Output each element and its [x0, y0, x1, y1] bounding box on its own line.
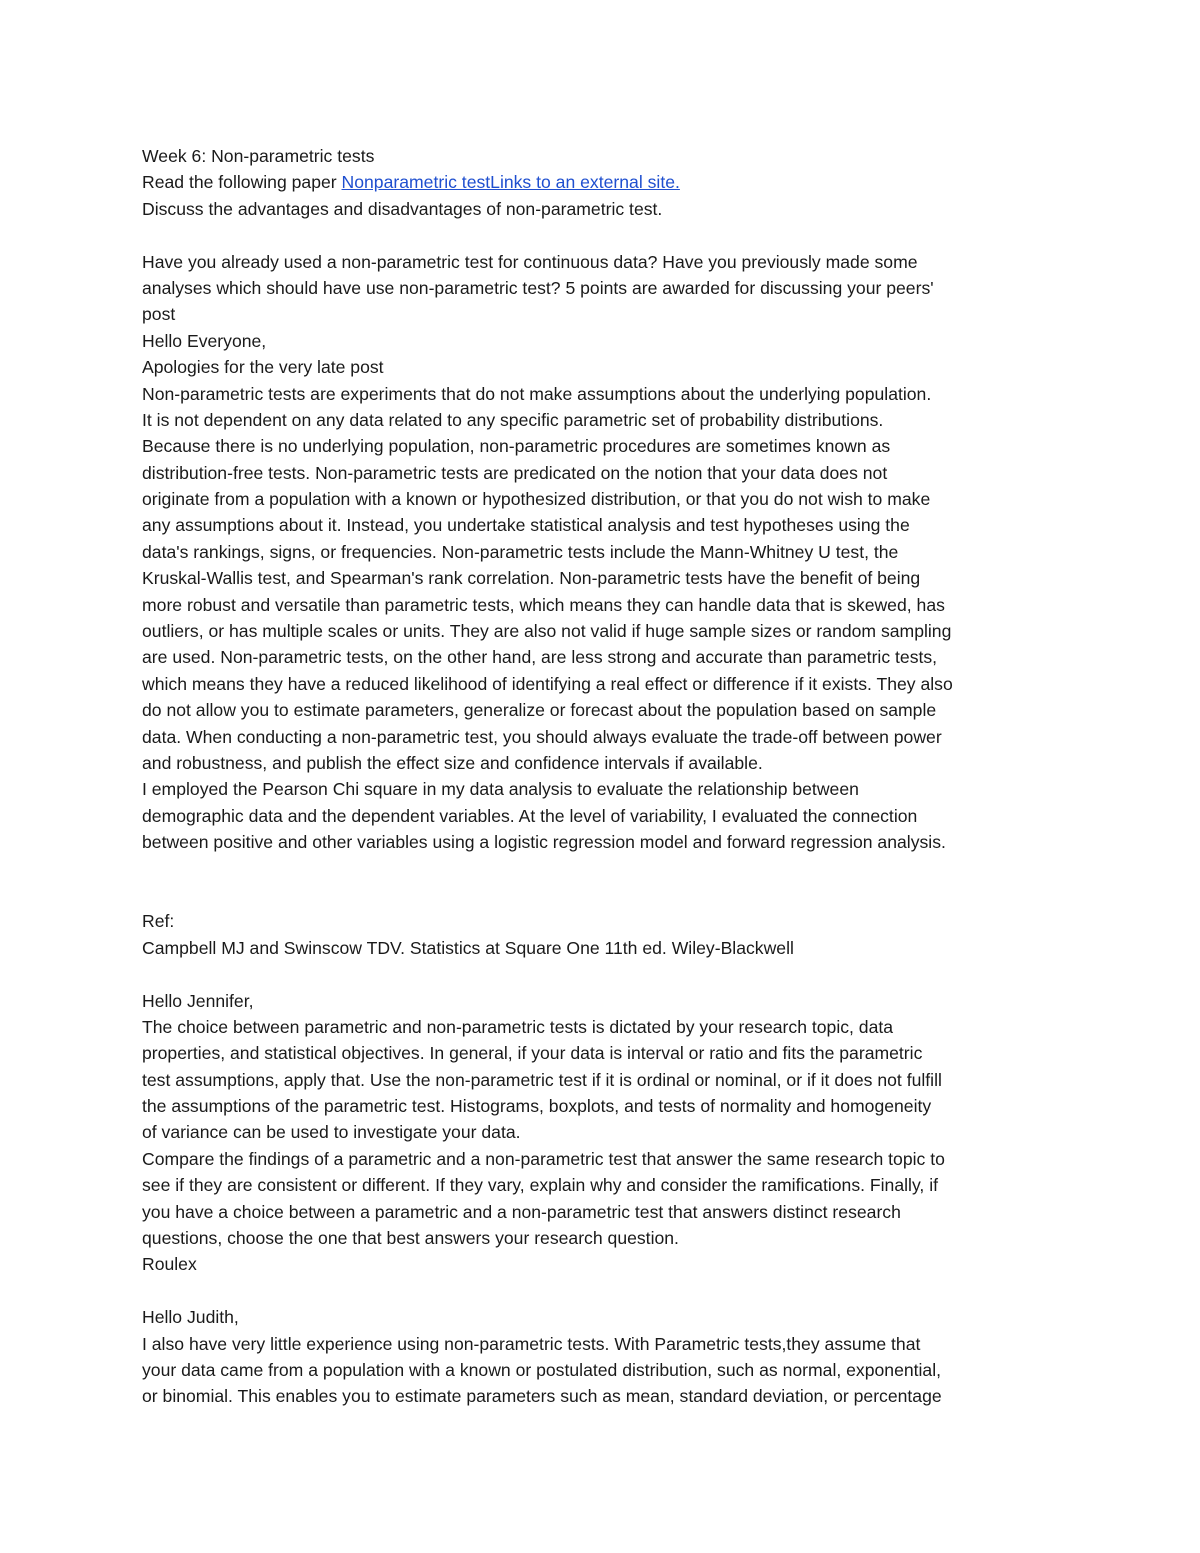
text-line: It is not dependent on any data related to any specific parametric set of probability distributions.: [142, 409, 884, 430]
document-body: [142, 143, 1072, 1410]
text-line: Have you already used a non-parametric test for continuous data? Have you previously made some: [142, 251, 918, 272]
text-line: more robust and versatile than parametric tests, which means they can handle data that is skewed, has: [142, 594, 945, 615]
body-text: [142, 196, 1072, 1410]
text-line: Apologies for the very late post: [142, 357, 384, 378]
text-line: which means they have a reduced likelihood of identifying a real effect or difference if it exists. They also: [142, 673, 953, 694]
text-line: distribution-free tests. Non-parametric tests are predicated on the notion that your data does not: [142, 462, 888, 483]
text-line: The choice between parametric and non-parametric tests is dictated by your research topic, data: [142, 1016, 894, 1037]
blank-line: [142, 961, 1072, 987]
text-line: the assumptions of the parametric test. Histograms, boxplots, and tests of normality and homogeneity: [142, 1096, 932, 1117]
text-line: between positive and other variables using a logistic regression model and forward regression analysis.: [142, 832, 946, 853]
text-line: Hello Jennifer,: [142, 990, 254, 1011]
text-line: test assumptions, apply that. Use the non-parametric test if it is ordinal or nominal, or if it does not fulfill: [142, 1069, 942, 1090]
text-line: originate from a population with a known or hypothesized distribution, or that you do not wish to make: [142, 489, 931, 510]
text-line: data. When conducting a non-parametric test, you should always evaluate the trade-off between power: [142, 726, 942, 747]
text-line: are used. Non-parametric tests, on the other hand, are less strong and accurate than parametric tests,: [142, 647, 938, 668]
text-line: post: [142, 304, 176, 325]
text-line: Because there is no underlying population, non-parametric procedures are sometimes known as: [142, 436, 891, 457]
text-line: data's rankings, signs, or frequencies. Non-parametric tests include the Mann-Whitney U test, the: [142, 541, 899, 562]
text-line: Ref:: [142, 911, 175, 932]
document-title: Week 6: Non-parametric tests: [142, 146, 375, 166]
text-line: Kruskal-Wallis test, and Spearman's rank correlation. Non-parametric tests have the benefit of being: [142, 568, 921, 589]
nonparametric-test-link[interactable]: Nonparametric testLinks to an external site.: [341, 172, 680, 193]
blank-line: [142, 882, 1072, 908]
text-line: Non-parametric tests are experiments that do not make assumptions about the underlying population.: [142, 383, 932, 404]
text-line: outliers, or has multiple scales or units. They are also not valid if huge sample sizes or random sampling: [142, 621, 952, 642]
blank-line: [142, 1278, 1072, 1304]
reading-assignment-line: [142, 169, 1072, 195]
text-line: Hello Judith,: [142, 1307, 239, 1328]
text-line: Hello Everyone,: [142, 330, 267, 351]
text-line: of variance can be used to investigate your data.: [142, 1122, 521, 1143]
text-line: Campbell MJ and Swinscow TDV. Statistics at Square One 11th ed. Wiley-Blackwell: [142, 937, 794, 958]
text-line: analyses which should have use non-parametric test? 5 points are awarded for discussing your peers': [142, 277, 934, 298]
blank-line: [142, 222, 1072, 248]
text-line: I employed the Pearson Chi square in my data analysis to evaluate the relationship between: [142, 779, 859, 800]
text-line: see if they are consistent or different. If they vary, explain why and consider the ramifications. Finally, if: [142, 1175, 939, 1196]
blank-line: [142, 856, 1072, 882]
text-line: do not allow you to estimate parameters, generalize or forecast about the population based on sample: [142, 700, 937, 721]
text-line: Discuss the advantages and disadvantages of non-parametric test.: [142, 198, 663, 219]
text-line: I also have very little experience using non-parametric tests. With Parametric tests,they assume that: [142, 1333, 921, 1354]
text-line: demographic data and the dependent variables. At the level of variability, I evaluated the connection: [142, 805, 918, 826]
text-line: you have a choice between a parametric and a non-parametric test that answers distinct research: [142, 1201, 901, 1222]
reading-prefix: Read the following paper: [142, 172, 342, 193]
text-line: any assumptions about it. Instead, you undertake statistical analysis and test hypotheses using the: [142, 515, 910, 536]
text-line: Compare the findings of a parametric and a non-parametric test that answer the same research topic to: [142, 1148, 945, 1169]
text-line: properties, and statistical objectives. In general, if your data is interval or ratio and fits the parametric: [142, 1043, 923, 1064]
text-line: your data came from a population with a known or postulated distribution, such as normal, exponential,: [142, 1359, 942, 1380]
text-line: and robustness, and publish the effect size and confidence intervals if available.: [142, 752, 763, 773]
text-line: questions, choose the one that best answers your research question.: [142, 1228, 679, 1249]
text-line: or binomial. This enables you to estimate parameters such as mean, standard deviation, or percentage: [142, 1386, 942, 1407]
text-line: Roulex: [142, 1254, 197, 1275]
